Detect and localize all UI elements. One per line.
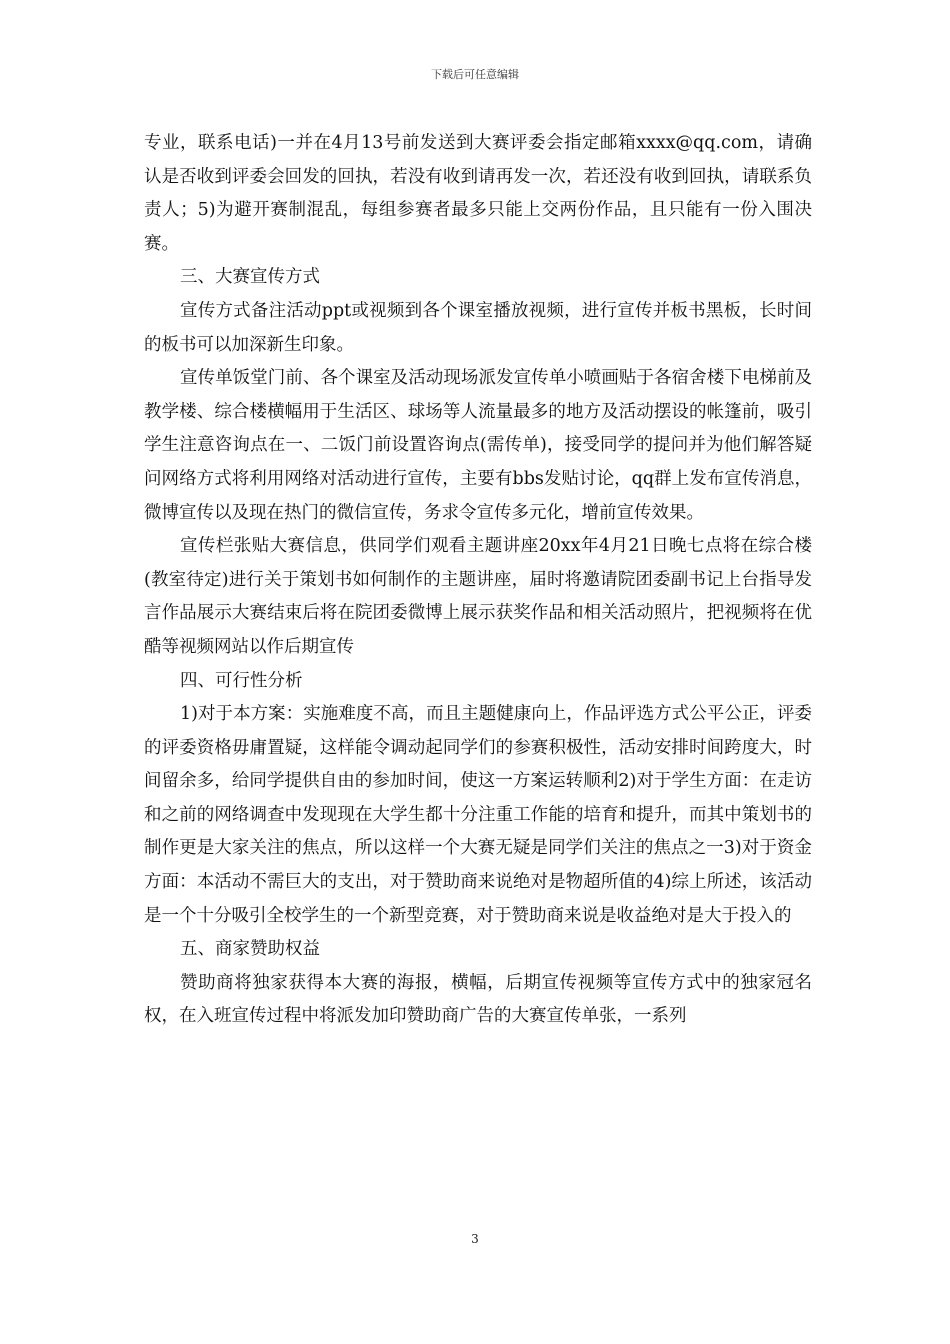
page-header: 下载后可任意编辑 bbox=[431, 68, 519, 81]
section-heading-4: 四、可行性分析 bbox=[180, 670, 303, 691]
section-heading-5: 五、商家赞助权益 bbox=[180, 939, 320, 960]
page-number: 3 bbox=[471, 1232, 479, 1246]
document-body bbox=[144, 127, 812, 1034]
paragraph: 1)对于本方案：实施难度不高，而且主题健康向上，作品评选方式公平公正，评委的评委资格毋庸置疑，这样能令调动起同学们的参赛积极性，活动安排时间跨度大，时间留余多，给同学提供自由的参加时间，使这一方案运转顺利2)对于学生方面：在走访和之前的网络调查中发现现在大学生都十分注重工作能的培育和提升，而其中策划书的制作更是大家关注的焦点，所以这样一个大赛无疑是同学们关注的焦点之一3)对于资金方面：本活动不需巨大的支出，对于赞助商来说绝对是物超所值的4)综上所述，该活动是一个十分吸引全校学生的一个新型竞赛，对于赞助商来说是收益绝对是大于投入的 bbox=[144, 704, 812, 926]
paragraph-continued: 专业，联系电话)一并在4月13号前发送到大赛评委会指定邮箱xxxx@qq.com，请确认是否收到评委会回发的回执，若没有收到请再发一次，若还没有收到回执，请联系负责人；5)为避开赛制混乱，每组参赛者最多只能上交两份作品，且只能有一份入围决赛。 bbox=[144, 133, 812, 254]
paragraph: 赞助商将独家获得本大赛的海报，横幅，后期宣传视频等宣传方式中的独家冠名权，在入班宣传过程中将派发加印赞助商广告的大赛宣传单张，一系列 bbox=[144, 972, 812, 1027]
paragraph: 宣传单饭堂门前、各个课室及活动现场派发宣传单小喷画贴于各宿舍楼下电梯前及教学楼、综合楼横幅用于生活区、球场等人流量最多的地方及活动摆设的帐篷前，吸引学生注意咨询点在一、二饭门前设置咨询点(需传单)，接受同学的提问并为他们解答疑问网络方式将利用网络对活动进行宣传，主要有bbs发贴讨论，qq群上发布宣传消息，微博宣传以及现在热门的微信宣传，务求令宣传多元化，增前宣传效果。 bbox=[144, 368, 812, 523]
paragraph: 宣传方式备注活动ppt或视频到各个课室播放视频，进行宣传并板书黑板，长时间的板书可以加深新生印象。 bbox=[144, 300, 812, 355]
section-heading-3: 三、大赛宣传方式 bbox=[180, 267, 320, 288]
paragraph: 宣传栏张贴大赛信息，供同学们观看主题讲座20xx年4月21日晚七点将在综合楼(教室待定)进行关于策划书如何制作的主题讲座，届时将邀请院团委副书记上台指导发言作品展示大赛结束后将在院团委微博上展示获奖作品和相关活动照片，把视频将在优酷等视频网站以作后期宣传 bbox=[144, 536, 812, 657]
